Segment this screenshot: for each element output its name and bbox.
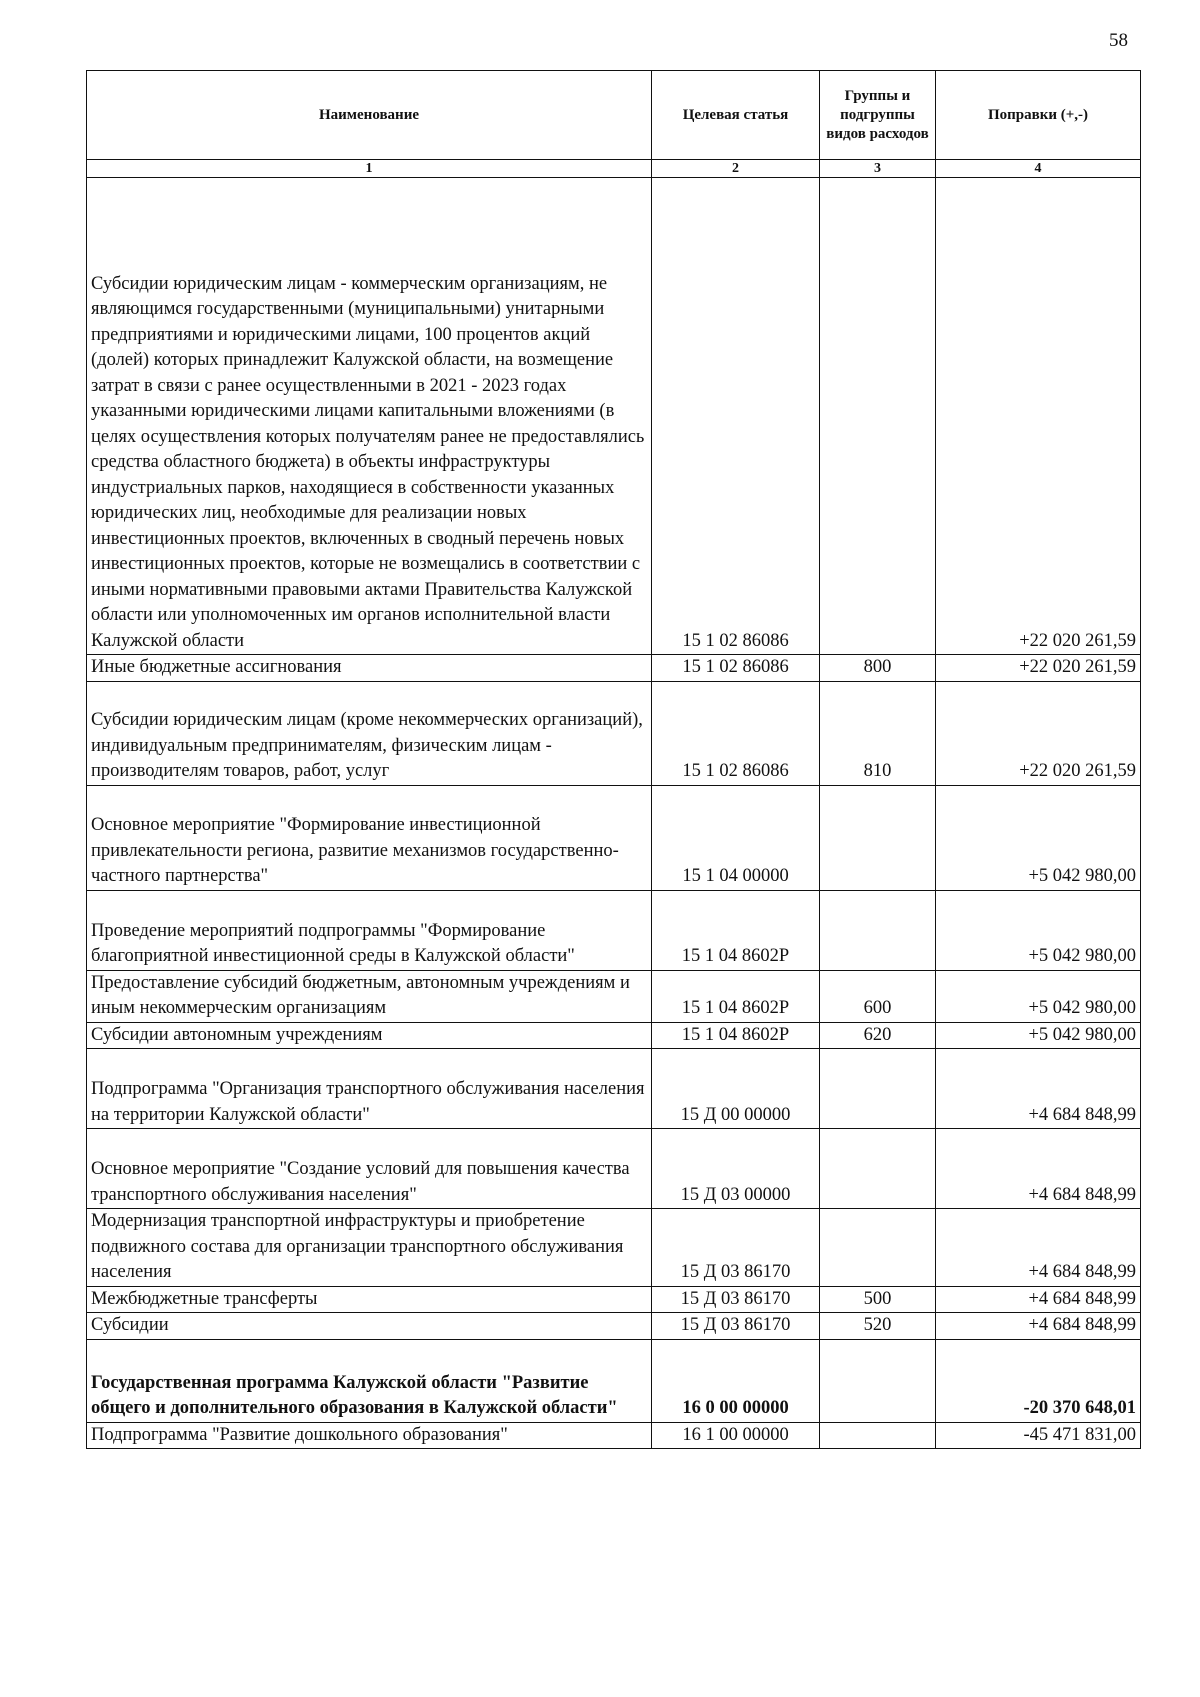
row-expense-group: 810	[820, 681, 936, 785]
row-name: Основное мероприятие "Формирование инвестиционной привлекательности региона, развитие механизмов государственно-частного партнерства"	[87, 785, 652, 890]
row-amount: -20 370 648,01	[936, 1339, 1141, 1422]
column-number: 1	[87, 160, 652, 178]
row-name: Государственная программа Калужской области "Развитие общего и дополнительного образования в Калужской области"	[87, 1339, 652, 1422]
row-expense-group	[820, 1049, 936, 1129]
table-row	[87, 1129, 1141, 1209]
row-target-code: 15 1 02 86086	[652, 655, 820, 682]
row-amount: +4 684 848,99	[936, 1286, 1141, 1313]
row-expense-group: 500	[820, 1286, 936, 1313]
row-expense-group: 800	[820, 655, 936, 682]
budget-table	[86, 70, 1141, 1449]
row-amount: +22 020 261,59	[936, 655, 1141, 682]
row-target-code: 16 1 00 00000	[652, 1422, 820, 1449]
row-amount: +5 042 980,00	[936, 970, 1141, 1022]
table-row	[87, 178, 1141, 655]
row-amount: +22 020 261,59	[936, 681, 1141, 785]
column-number: 2	[652, 160, 820, 178]
row-expense-group	[820, 785, 936, 890]
row-amount: +4 684 848,99	[936, 1313, 1141, 1340]
row-amount: -45 471 831,00	[936, 1422, 1141, 1449]
row-expense-group	[820, 1422, 936, 1449]
row-amount: +4 684 848,99	[936, 1049, 1141, 1129]
row-target-code: 15 Д 00 00000	[652, 1049, 820, 1129]
row-name: Субсидии юридическим лицам - коммерческим организациям, не являющимся государственными (муниципальными) унитарными предприятиями и юридическими лицами, 100 процентов акций (долей) которых принадлежит Калужской области, на возмещение затрат в связи с ранее осуществленными в 2021 - 2023 годах указанными юридическими лицами капитальными вложениями (в целях осуществления которых получателям ранее не предоставлялись средства областного бюджета) в объекты инфраструктуры индустриальных парков, находящиеся в собственности указанных юридических лиц, необходимые для реализации новых инвестиционных проектов, включенных в сводный перечень новых инвестиционных проектов, которые не возмещались в соответствии с иными нормативными правовыми актами Правительства Калужской области или уполномоченных им органов исполнительной власти Калужской области	[87, 178, 652, 655]
table-row	[87, 655, 1141, 682]
table-row	[87, 1422, 1141, 1449]
table-row	[87, 1286, 1141, 1313]
row-target-code: 15 1 04 8602P	[652, 1022, 820, 1049]
row-name: Подпрограмма "Развитие дошкольного образования"	[87, 1422, 652, 1449]
row-target-code: 15 1 04 8602P	[652, 890, 820, 970]
row-name: Иные бюджетные ассигнования	[87, 655, 652, 682]
column-number: 4	[936, 160, 1141, 178]
row-name: Субсидии	[87, 1313, 652, 1340]
row-amount: +5 042 980,00	[936, 1022, 1141, 1049]
row-expense-group	[820, 1129, 936, 1209]
row-expense-group	[820, 1339, 936, 1422]
column-number-row	[87, 160, 1141, 178]
row-expense-group: 620	[820, 1022, 936, 1049]
header-name: Наименование	[87, 71, 652, 160]
row-amount: +5 042 980,00	[936, 785, 1141, 890]
row-amount: +5 042 980,00	[936, 890, 1141, 970]
column-number: 3	[820, 160, 936, 178]
row-amount: +22 020 261,59	[936, 178, 1141, 655]
header-amendments: Поправки (+,-)	[936, 71, 1141, 160]
row-name: Субсидии автономным учреждениям	[87, 1022, 652, 1049]
row-expense-group: 520	[820, 1313, 936, 1340]
row-target-code: 15 Д 03 00000	[652, 1129, 820, 1209]
table-row	[87, 1209, 1141, 1287]
table-row	[87, 1049, 1141, 1129]
row-name: Межбюджетные трансферты	[87, 1286, 652, 1313]
row-target-code: 16 0 00 00000	[652, 1339, 820, 1422]
row-amount: +4 684 848,99	[936, 1209, 1141, 1287]
table-row	[87, 1313, 1141, 1340]
table-row	[87, 890, 1141, 970]
row-name: Подпрограмма "Организация транспортного обслуживания населения на территории Калужской области"	[87, 1049, 652, 1129]
row-name: Основное мероприятие "Создание условий для повышения качества транспортного обслуживания населения"	[87, 1129, 652, 1209]
header-target-article: Целевая статья	[652, 71, 820, 160]
header-row	[87, 71, 1141, 160]
row-target-code: 15 Д 03 86170	[652, 1286, 820, 1313]
header-expense-groups: Группы и подгруппы видов расходов	[820, 71, 936, 160]
row-target-code: 15 1 02 86086	[652, 681, 820, 785]
table-row	[87, 785, 1141, 890]
row-target-code: 15 1 04 8602P	[652, 970, 820, 1022]
table-row	[87, 1022, 1141, 1049]
row-target-code: 15 1 02 86086	[652, 178, 820, 655]
table-row	[87, 681, 1141, 785]
row-target-code: 15 Д 03 86170	[652, 1313, 820, 1340]
row-name: Проведение мероприятий подпрограммы "Формирование благоприятной инвестиционной среды в Калужской области"	[87, 890, 652, 970]
page-number: 58	[1109, 30, 1128, 51]
table-row-program	[87, 1339, 1141, 1422]
row-name: Субсидии юридическим лицам (кроме некоммерческих организаций), индивидуальным предпринимателям, физическим лицам - производителям товаров, работ, услуг	[87, 681, 652, 785]
table-row	[87, 970, 1141, 1022]
row-target-code: 15 1 04 00000	[652, 785, 820, 890]
row-target-code: 15 Д 03 86170	[652, 1209, 820, 1287]
row-name: Модернизация транспортной инфраструктуры и приобретение подвижного состава для организации транспортного обслуживания населения	[87, 1209, 652, 1287]
row-name: Предоставление субсидий бюджетным, автономным учреждениям и иным некоммерческим организациям	[87, 970, 652, 1022]
row-expense-group	[820, 1209, 936, 1287]
row-amount: +4 684 848,99	[936, 1129, 1141, 1209]
row-expense-group	[820, 890, 936, 970]
row-expense-group: 600	[820, 970, 936, 1022]
row-expense-group	[820, 178, 936, 655]
